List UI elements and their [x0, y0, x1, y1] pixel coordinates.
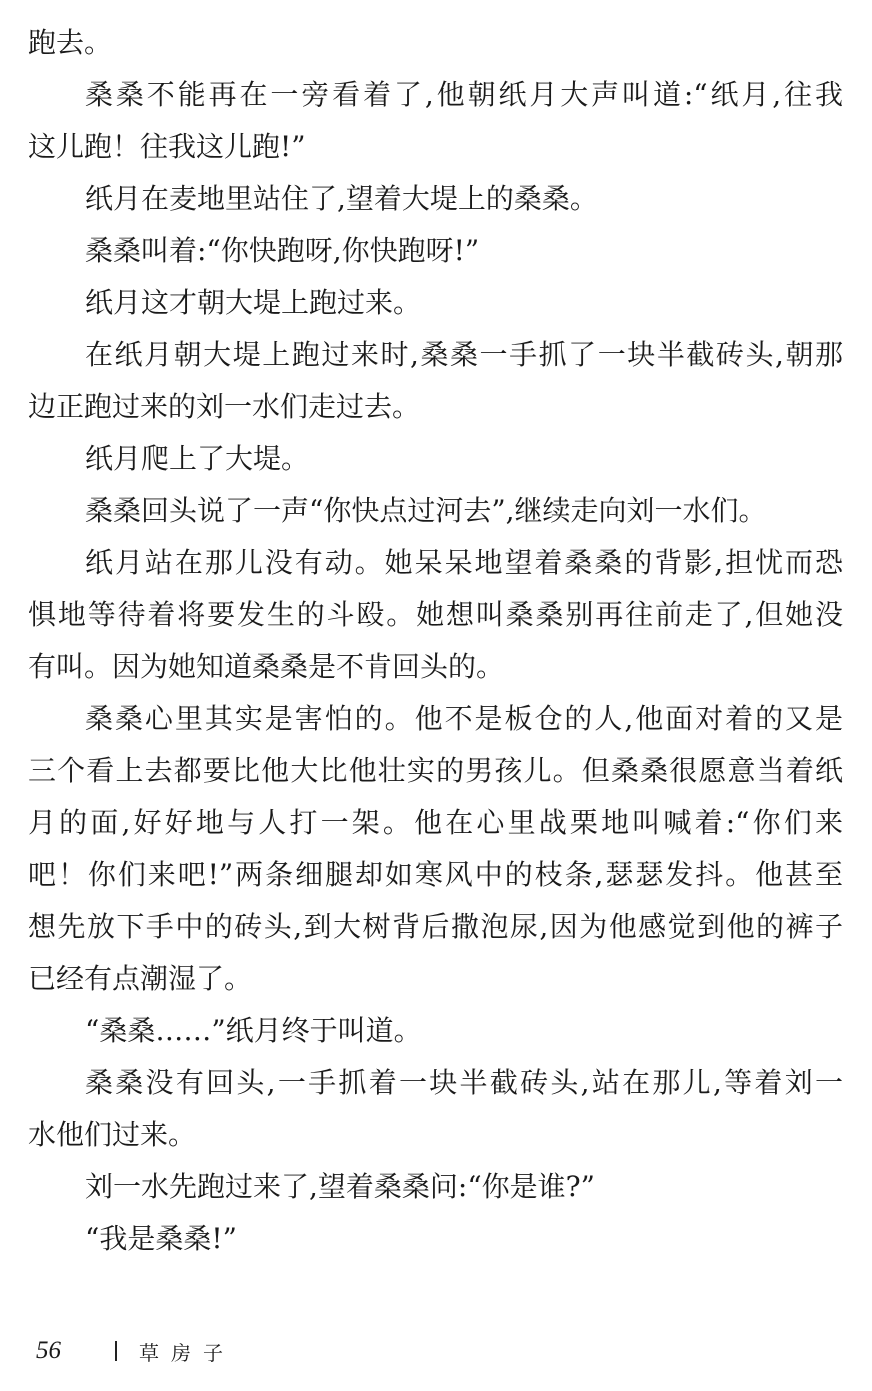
- paragraph: [28, 485, 843, 537]
- paragraph: [28, 1213, 843, 1265]
- paragraph: [28, 173, 843, 225]
- text-line: 惧地等待着将要发生的斗殴。她想叫桑桑别再往前走了,但她没: [28, 598, 843, 631]
- text-line: 桑桑心里其实是害怕的。他不是板仓的人,他面对着的又是: [85, 702, 843, 735]
- text-line: “我是桑桑!”: [85, 1222, 237, 1255]
- paragraph: [28, 225, 843, 277]
- paragraph: [28, 1161, 843, 1213]
- text-line: 跑去。: [28, 26, 113, 59]
- paragraph: [28, 1005, 843, 1057]
- text-line: 纸月这才朝大堤上跑过来。: [85, 286, 422, 319]
- text-line: 桑桑没有回头,一手抓着一块半截砖头,站在那儿,等着刘一: [85, 1066, 843, 1099]
- text-line: 这儿跑！往我这儿跑!”: [28, 130, 306, 163]
- text-line: 边正跑过来的刘一水们走过去。: [28, 390, 421, 423]
- text-line: 月的面,好好地与人打一架。他在心里战栗地叫喊着:“你们来: [28, 806, 843, 839]
- text-line: 纸月站在那儿没有动。她呆呆地望着桑桑的背影,担忧而恐: [85, 546, 843, 579]
- paragraph: [28, 69, 843, 173]
- text-line: 有叫。因为她知道桑桑是不肯回头的。: [28, 650, 505, 683]
- paragraph: [28, 693, 843, 1005]
- text-line: 吧！你们来吧!”两条细腿却如寒风中的枝条,瑟瑟发抖。他甚至: [28, 858, 843, 891]
- text-line: 桑桑叫着:“你快跑呀,你快跑呀!”: [85, 234, 480, 267]
- text-line: 想先放下手中的砖头,到大树背后撒泡尿,因为他感觉到他的裤子: [28, 910, 843, 943]
- text-line: 纸月在麦地里站住了,望着大堤上的桑桑。: [85, 182, 598, 215]
- body-text: [28, 17, 843, 1265]
- text-line: 刘一水先跑过来了,望着桑桑问:“你是谁?”: [85, 1170, 595, 1203]
- text-line: 三个看上去都要比他大比他壮实的男孩儿。但桑桑很愿意当着纸: [28, 754, 843, 787]
- text-line: 桑桑不能再在一旁看着了,他朝纸月大声叫道:“纸月,往我: [85, 78, 843, 111]
- book-title: 草房子: [139, 1340, 235, 1365]
- paragraph: [28, 537, 843, 693]
- text-line: “桑桑……”纸月终于叫道。: [85, 1014, 422, 1047]
- paragraph: [28, 433, 843, 485]
- paragraph: [28, 17, 843, 69]
- page-number: 56: [36, 1337, 61, 1364]
- text-line: 纸月爬上了大堤。: [85, 442, 310, 475]
- page-footer: [36, 1333, 235, 1369]
- paragraph: [28, 329, 843, 433]
- footer-divider: [115, 1341, 117, 1361]
- text-line: 桑桑回头说了一声“你快点过河去”,继续走向刘一水们。: [85, 494, 767, 527]
- text-line: 在纸月朝大堤上跑过来时,桑桑一手抓了一块半截砖头,朝那: [85, 338, 843, 371]
- paragraph: [28, 1057, 843, 1161]
- text-line: 水他们过来。: [28, 1118, 197, 1151]
- paragraph: [28, 277, 843, 329]
- text-line: 已经有点潮湿了。: [28, 962, 253, 995]
